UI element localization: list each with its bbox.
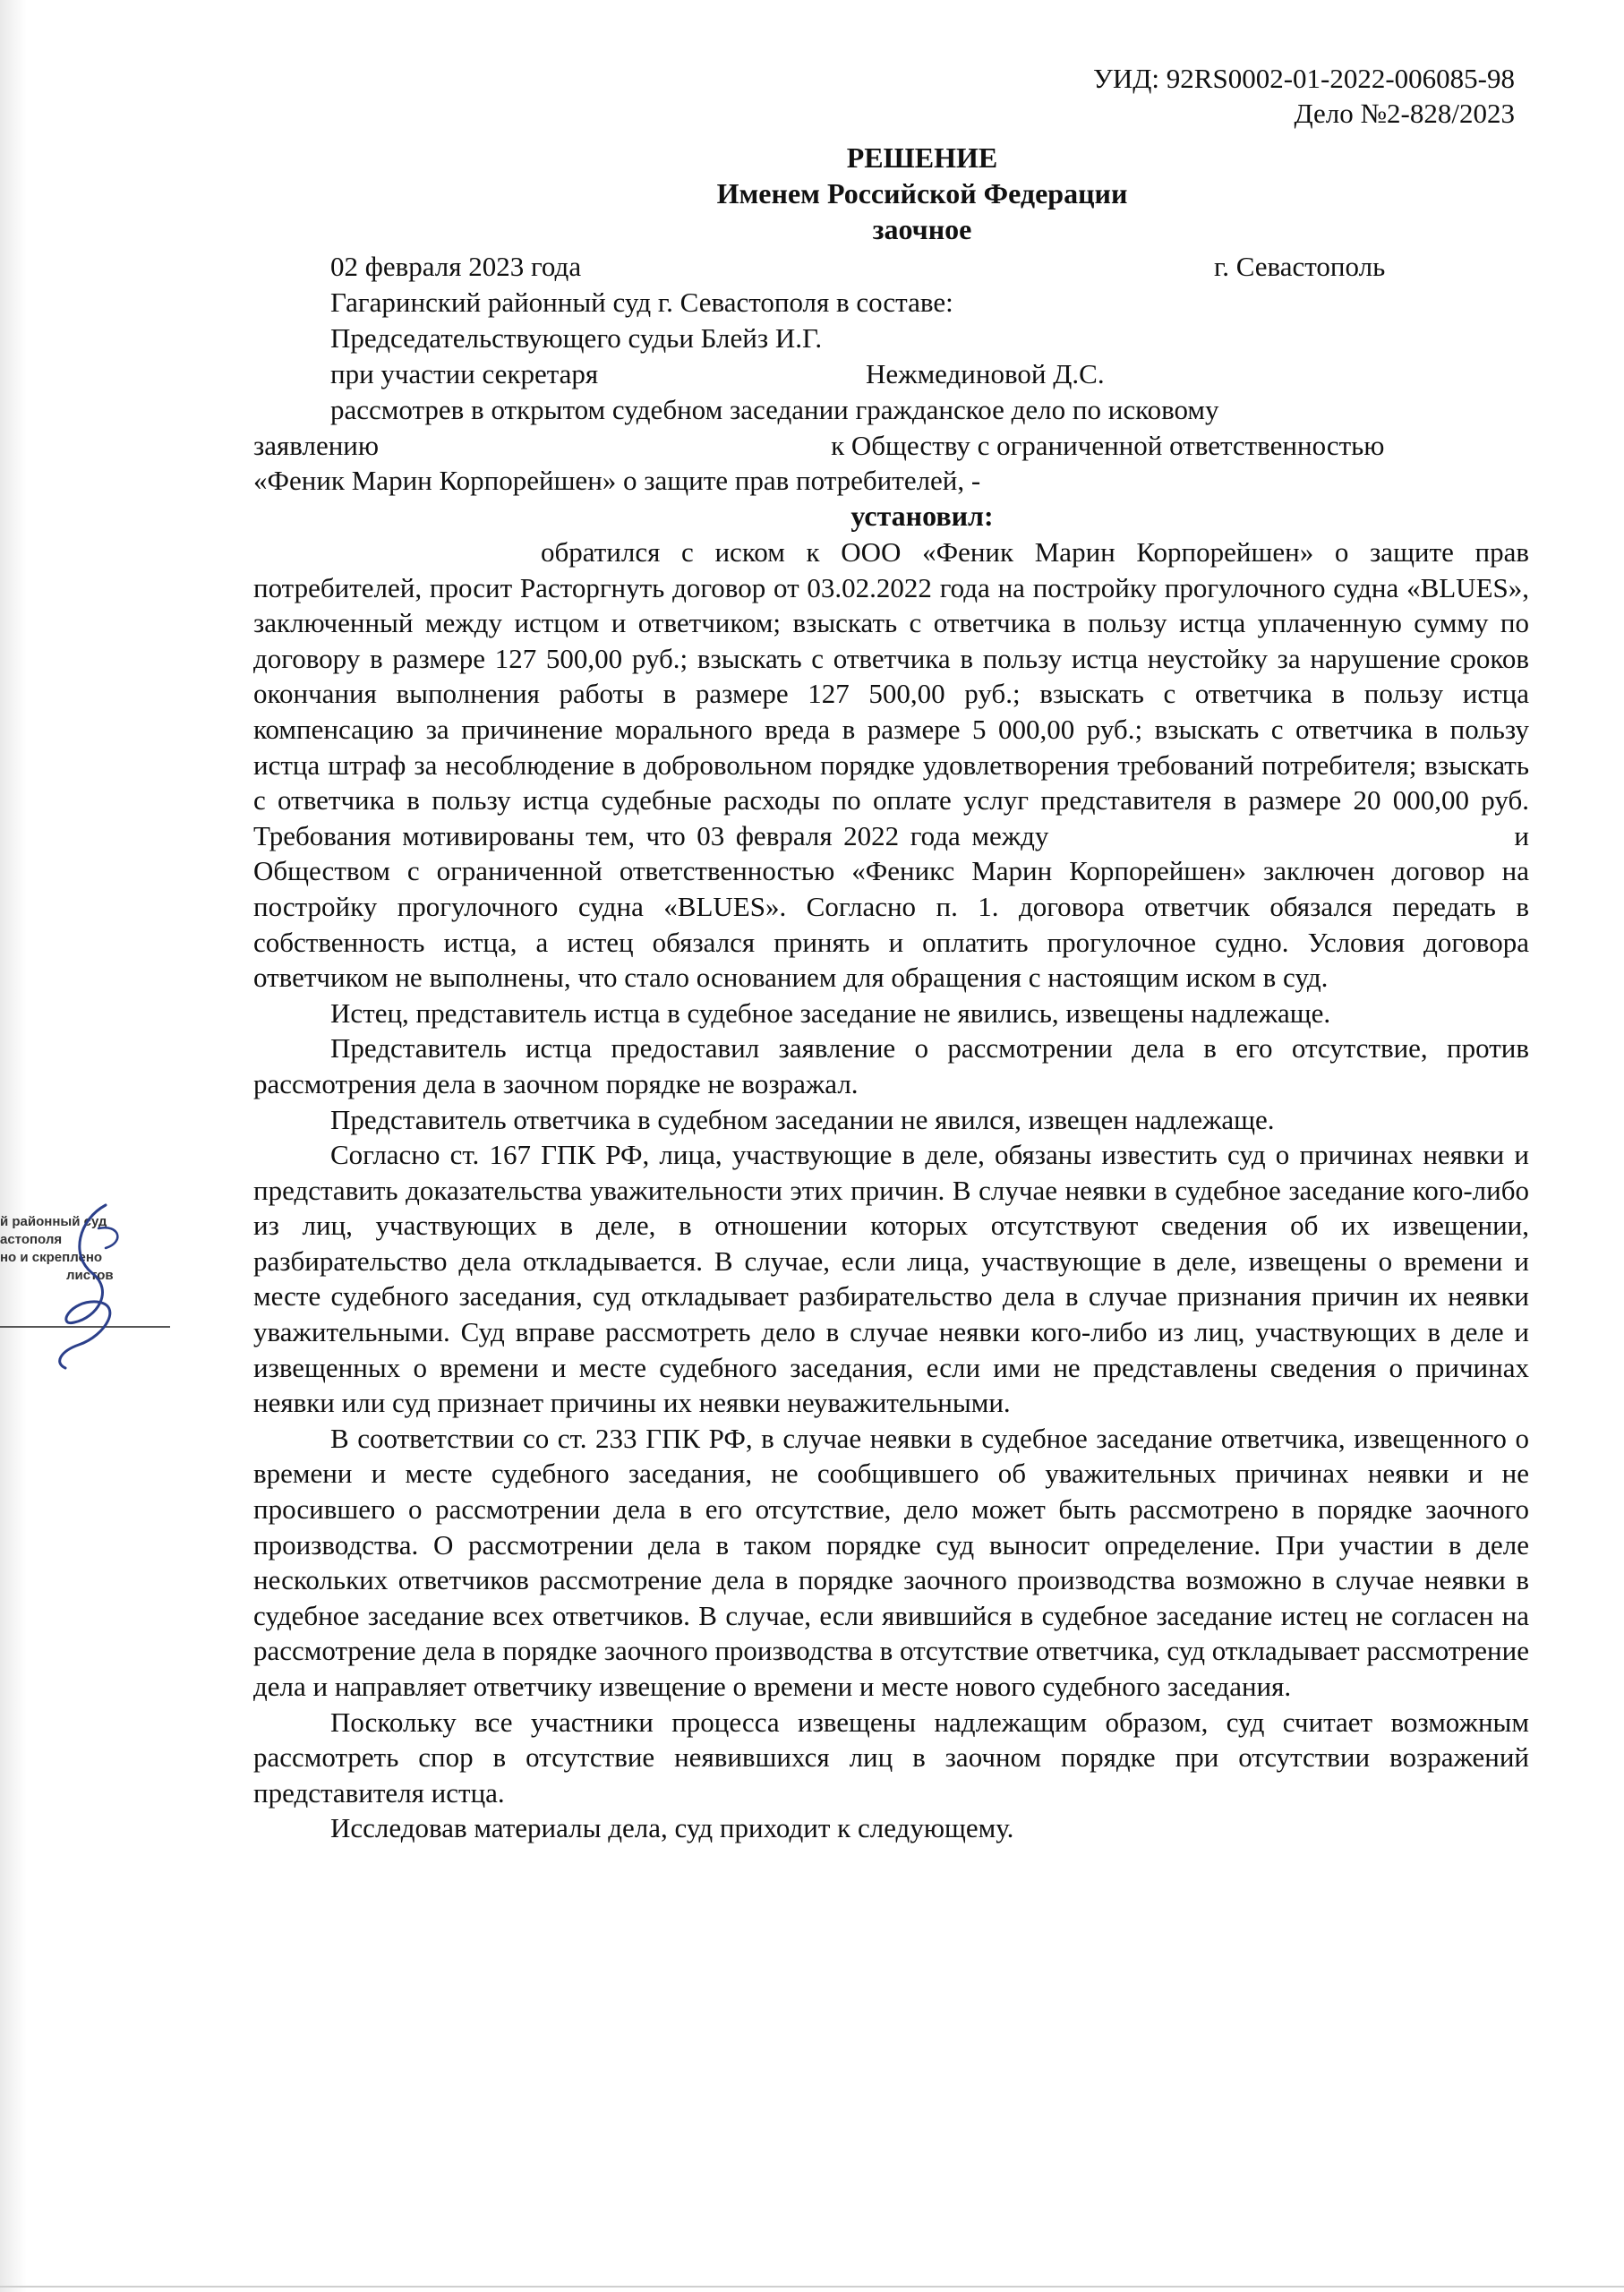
paragraph-5: Согласно ст. 167 ГПК РФ, лица, участвующие в деле, обязаны известить суд о причинах неявки и представить доказательства уважительности этих причин. В случае неявки в судебное заседание кого-либо из лиц, участвующих в деле, в отношении которых отсутствуют сведения об их извещении, разбирательство дела откладывается. В случае, если лица, участвующие в деле, извещены о времени и месте судебного заседания, суд откладывает разбирательство дела в случае признания причин их неявки уважительными. Суд вправе рассмотреть дело в случае неявки кого-либо из лиц, участвующих в деле и извещенных о времени и месте судебного заседания, если ими не представлены сведения о причинах неявки или суд признает причины их неявки неуважительными.	[253, 1139, 1529, 1419]
intro-line-2a: заявлению	[253, 429, 380, 461]
decision-date: 02 февраля 2023 года	[330, 251, 582, 282]
section-heading: установил:	[850, 500, 994, 532]
intro-block	[253, 392, 1529, 499]
intro-line-3: «Феник Марин Корпорейшен» о защите прав потребителей, -	[253, 465, 981, 497]
paragraph-7: Поскольку все участники процесса извещены надлежащим образом, суд считает возможным рассмотреть спор в отсутствие неявившихся лиц в заочном порядке при отсутствии возражений представителя истца.	[253, 1706, 1529, 1809]
stamp-line-2: астополя	[0, 1232, 63, 1247]
case-number: Дело №2-828/2023	[1294, 98, 1515, 129]
secretary-label: при участии секретаря	[330, 358, 599, 389]
secretary-name: Нежмединовой Д.С.	[866, 358, 1105, 389]
paragraph-2: Истец, представитель истца в судебное заседание не явились, извещены надлежаще.	[330, 996, 1331, 1029]
judge-line: Председательствующего судьи Блейз И.Г.	[330, 322, 823, 354]
stamp-line-3: но и скреплено	[0, 1250, 103, 1265]
paragraph-8: Исследовав материалы дела, суд приходит к следующему.	[330, 1812, 1014, 1844]
paragraph-4: Представитель ответчика в судебном заседании не явился, извещен надлежаще.	[330, 1103, 1275, 1135]
signature-icon	[43, 1202, 168, 1372]
document-subtitle: Именем Российской Федерации	[716, 177, 1128, 210]
scan-edge-shadow	[0, 0, 27, 2292]
paragraph-6: В соответствии со ст. 233 ГПК РФ, в случае неявки в судебное заседание ответчика, извещенного о времени и месте судебного заседания, не сообщившего об уважительных причинах неявки и не просившего о рассмотрении дела в его отсутствие, дело может быть рассмотрено в порядке заочного производства. О рассмотрении дела в таком порядке суд выносит определение. При участии в деле нескольких ответчиков рассмотрение дела в порядке заочного производства возможно в случае неявки в судебное заседание всех ответчиков. В случае, если явившийся в судебное заседание истец не согласен на рассмотрение дела в порядке заочного производства в отсутствие ответчика, суд откладывает рассмотрение дела и направляет ответчику извещение о времени и месте нового судебного заседания.	[253, 1422, 1529, 1702]
stamp-line-1: й районный суд	[0, 1214, 107, 1229]
intro-line-2b: к Обществу с ограниченной ответственностью	[831, 429, 1385, 461]
document-title: РЕШЕНИЕ	[846, 141, 998, 174]
paragraph-1-start: обратился с иском к ООО «Феник Марин Корпорейшен» о защите прав потребителей, просит Расторгнуть договор от 03.02.2022 года на постройку прогулочного судна «BLUES», заключенный между истцом и ответчиком; взыскать с ответчика в пользу истца уплаченную сумму по договору в размере 127 500,00 руб.; взыскать с ответчика в пользу истца неустойку за нарушение сроков окончания выполнения работы в размере 127 500,00 руб.; взыскать с ответчика в пользу истца компенсацию за причинение морального вреда в размере 5 000,00 руб.; взыскать с ответчика в пользу истца штраф за несоблюдение в добровольном порядке удовлетворения требований потребителя; взыскать с ответчика в пользу истца судебные расходы по оплате услуг представителя в размере 20 000,00 руб. Требования мотивированы тем, что 03 февраля 2022 года между	[253, 536, 1529, 851]
body-text	[253, 535, 1529, 1846]
paragraph-1-and: и	[1514, 819, 1529, 851]
intro-line-2	[253, 428, 1529, 464]
decision-city: г. Севастополь	[1214, 251, 1386, 282]
stamp-line-4: листов	[66, 1268, 114, 1283]
court-name: Гагаринский районный суд г. Севастополя в составе:	[330, 286, 953, 318]
scan-bottom-line	[0, 2286, 1624, 2288]
paragraph-3: Представитель истца предоставил заявление о рассмотрении дела в его отсутствие, против рассмотрения дела в заочном порядке не возражал.	[253, 1032, 1529, 1099]
paragraph-1	[253, 535, 1529, 996]
intro-line-1: рассмотрев в открытом судебном заседании гражданское дело по исковому	[330, 394, 1219, 425]
uid-line: УИД: 92RS0002-01-2022-006085-98	[1092, 63, 1515, 94]
decision-type: заочное	[872, 213, 972, 245]
paragraph-1-end: Обществом с ограниченной ответственностью «Феникс Марин Корпорейшен» заключен договор на постройку прогулочного судна «BLUES». Согласно п. 1. договора ответчик обязался передать в собственность истца, а истец обязался принять и оплатить прогулочное судно. Условия договора ответчиком не выполнены, что стало основанием для обращения с настоящим иском в суд.	[253, 855, 1529, 994]
